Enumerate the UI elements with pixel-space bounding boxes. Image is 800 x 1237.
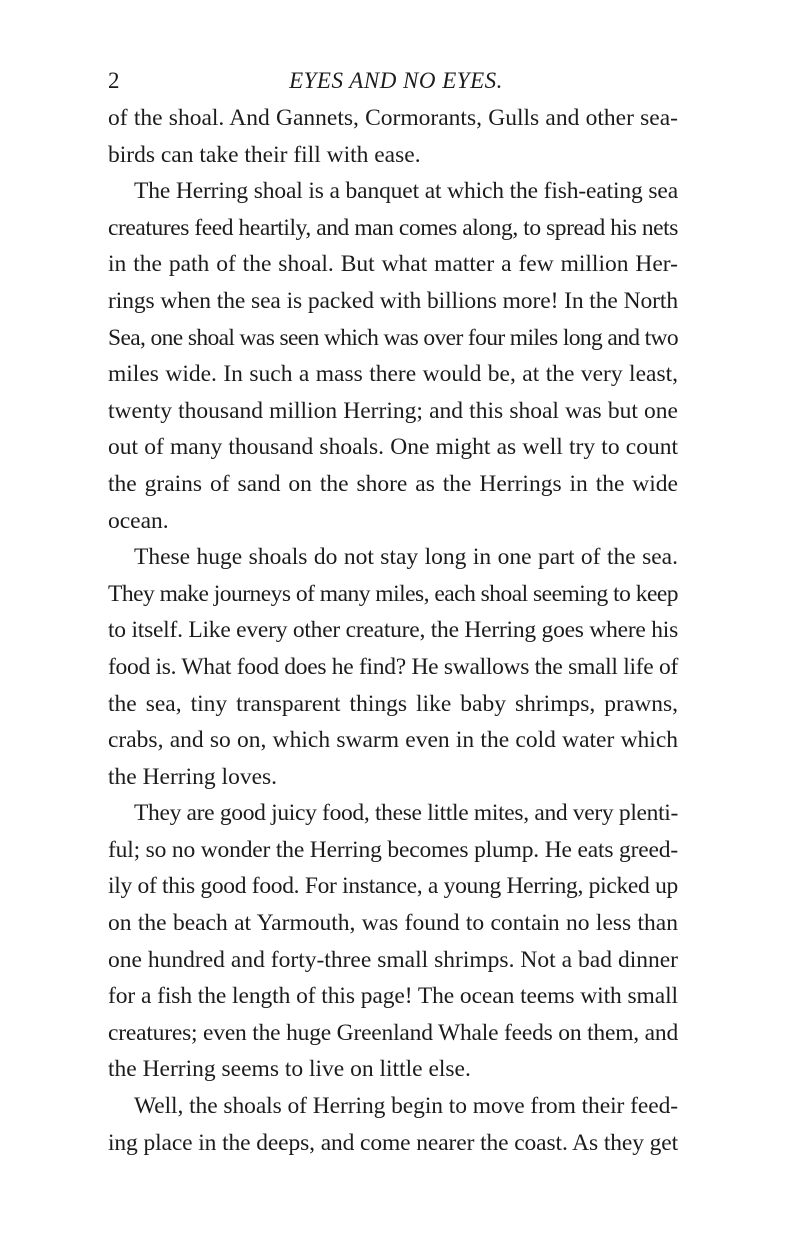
text-line: the Herring seems to live on little else.: [108, 1056, 471, 1083]
text-line: ily of this good food. For instance, a young Herring, picked up: [108, 873, 678, 900]
page-number: 2: [108, 68, 120, 93]
text-line: These huge shoals do not stay long in one part of the sea.: [134, 544, 678, 571]
text-line: rings when the sea is packed with billions more! In the North: [108, 287, 678, 314]
body-text: [108, 100, 678, 1161]
text-line: the Herring loves.: [108, 763, 278, 790]
text-line: for a fish the length of this page! The ocean teems with small: [108, 983, 678, 1010]
text-line: creatures; even the huge Greenland Whale feeds on them, and: [108, 1019, 678, 1046]
text-line: on the beach at Yarmouth, was found to contain no less than: [108, 910, 678, 937]
paragraph-huge-shoals: [108, 539, 678, 795]
text-line: crabs, and so on, which swarm even in the cold water which: [108, 727, 678, 754]
text-line: twenty thousand million Herring; and this shoal was but one: [108, 397, 678, 424]
paragraph-continued: [108, 100, 678, 173]
text-line: the sea, tiny transparent things like baby shrimps, prawns,: [108, 690, 678, 717]
text-line: ing place in the deeps, and come nearer the coast. As they get: [108, 1129, 678, 1156]
text-line: miles wide. In such a mass there would be, at the very least,: [108, 361, 678, 388]
text-line: food is. What food does he find? He swallows the small life of: [108, 653, 678, 680]
text-line: in the path of the shoal. But what matter a few million Her-: [108, 251, 678, 278]
text-line: creatures feed heartily, and man comes along, to spread his nets: [108, 214, 678, 241]
text-line: of the shoal. And Gannets, Cormorants, Gulls and other sea-: [108, 105, 678, 131]
paragraph-herring-shoal: [108, 173, 678, 539]
text-line: They are good juicy food, these little mites, and very plenti-: [134, 800, 678, 827]
text-line: The Herring shoal is a banquet at which the fish-eating sea: [134, 178, 678, 205]
text-line: Well, the shoals of Herring begin to move from their feed-: [134, 1093, 678, 1120]
text-line: ful; so no wonder the Herring becomes plump. He eats greed-: [108, 836, 678, 863]
running-title: EYES AND NO EYES.: [289, 68, 503, 93]
text-line: one hundred and forty-three small shrimps. Not a bad dinner: [108, 946, 678, 973]
running-head: [108, 64, 684, 98]
paragraph-juicy-food: [108, 795, 678, 1088]
text-line: They make journeys of many miles, each shoal seeming to keep: [108, 580, 678, 607]
text-line: ocean.: [108, 507, 169, 534]
text-line: Sea, one shoal was seen which was over four miles long and two: [108, 324, 678, 351]
text-line: to itself. Like every other creature, the Herring goes where his: [108, 617, 678, 644]
text-line: birds can take their fill with ease.: [108, 141, 421, 168]
text-line: out of many thousand shoals. One might as well try to count: [108, 434, 678, 461]
text-line: the grains of sand on the shore as the Herrings in the wide: [108, 470, 678, 497]
paragraph-shoals-move: [108, 1088, 678, 1161]
